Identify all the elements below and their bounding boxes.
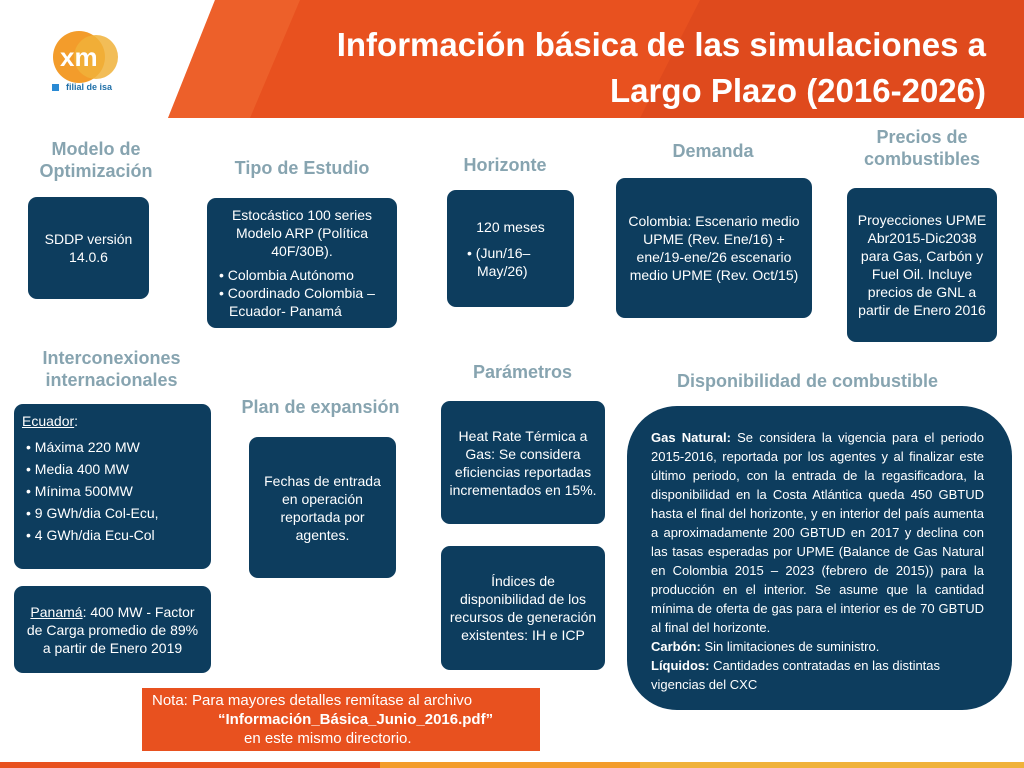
- horizonte-label: Horizonte: [463, 155, 547, 175]
- ecuador-list: [22, 436, 203, 546]
- heat-rate-box: [441, 401, 605, 524]
- indices-value: Índices de disponibilidad de los recursos de generación existentes: IH e ICP: [449, 573, 597, 643]
- tipo-box: [207, 198, 397, 328]
- panama-value: : 400 MW - Factor de Carga promedio de 89% a partir de Enero 2019: [26, 603, 199, 656]
- list-item: • Colombia Autónomo: [215, 266, 389, 284]
- disponibilidad-box: [627, 406, 1012, 710]
- demanda-label: Demanda: [672, 141, 754, 161]
- header: [0, 0, 1024, 118]
- horizonte-list: [453, 244, 568, 280]
- list-item: • 4 GWh/dia Ecu-Col: [22, 524, 203, 546]
- horizonte-box: [447, 190, 574, 307]
- tipo-label: Tipo de Estudio: [234, 158, 370, 178]
- panama-text: [22, 603, 203, 657]
- logo-tagline: filial de isa: [66, 82, 113, 92]
- panama-label: Panamá: [30, 603, 83, 620]
- liquidos-text: Cantidades contratadas en las distintas vigencias del CXC: [651, 658, 941, 692]
- list-item: • (Jun/16– May/26): [463, 244, 568, 280]
- carbon-label: Carbón:: [651, 639, 701, 654]
- list-item: • Coordinado Colombia – Ecuador- Panamá: [215, 284, 389, 320]
- parametros-label: Parámetros: [472, 362, 573, 382]
- demanda-box: [616, 178, 812, 318]
- ecuador-box: [14, 404, 211, 569]
- gas-paragraph: [651, 428, 984, 637]
- heat-rate-value: Heat Rate Térmica a Gas: Se considera eficiencias reportadas incrementados en 15%.: [449, 427, 597, 498]
- logo-letters: xm: [60, 42, 98, 72]
- ecuador-heading: [22, 412, 203, 430]
- page-title: [226, 22, 986, 114]
- interconexiones-label: Interconexiones internacionales: [42, 348, 181, 390]
- panama-box: [14, 586, 211, 673]
- list-item: • Mínima 500MW: [22, 480, 203, 502]
- plan-label: Plan de expansión: [241, 397, 400, 417]
- page-title-line2: Largo Plazo (2016-2026): [610, 72, 986, 109]
- gas-text: Se considera la vigencia para el periodo 2015-2016, reportada por los agentes y al finalizar este último periodo, con la entrada de la regasificadora, la disponibilidad en la Costa Atlántica queda 450 GBTUD hasta el final del horizonte, y en interior del país aumenta a aproximadamente 200 GBTUD en 2017 y declina con las tasas esperadas por UPME (Balance de Gas Natural en Colombia 2015 – 2023 (febrero de 2015)) para la producción en el interior. Se asume que la cantidad mínima de oferta de gas para el interior es de 70 GBTUD al final del horizonte.: [651, 430, 984, 635]
- logo-square-icon: [52, 84, 59, 91]
- note-box: [142, 688, 540, 751]
- page-title-line1: Información básica de las simulaciones a: [336, 26, 986, 63]
- precios-label: Precios de combustibles: [863, 127, 981, 169]
- list-item: • Media 400 MW: [22, 458, 203, 480]
- gas-label: Gas Natural:: [651, 430, 731, 445]
- carbon-paragraph: [651, 637, 984, 656]
- demanda-value: Colombia: Escenario medio UPME (Rev. Ene/16) + ene/19-ene/26 escenario medio UPME (Rev. Oct/15): [628, 213, 800, 283]
- note-line1: Nota: Para mayores detalles remítase al archivo: [152, 692, 473, 709]
- plan-value: Fechas de entrada en operación reportada por agentes.: [264, 472, 381, 543]
- modelo-label: Modelo de Optimización: [39, 139, 153, 181]
- ecuador-label: Ecuador: [22, 413, 75, 429]
- note-line3: en este mismo directorio.: [244, 730, 412, 747]
- list-item: • Máxima 220 MW: [22, 436, 203, 458]
- list-item: • 9 GWh/dia Col-Ecu,: [22, 502, 203, 524]
- footer-stripe: [0, 759, 1024, 768]
- tipo-list: [215, 266, 389, 320]
- horizonte-value: 120 meses: [476, 218, 545, 235]
- modelo-box: [28, 197, 149, 299]
- precios-value: Proyecciones UPME Abr2015-Dic2038 para Gas, Carbón y Fuel Oil. Incluye precios de GNL a partir de Enero 2016: [857, 212, 987, 318]
- note-line2: “Información_Básica_Junio_2016.pdf”: [218, 711, 494, 728]
- disponibilidad-label: Disponibilidad de combustible: [676, 371, 939, 391]
- plan-box: [249, 437, 396, 578]
- indices-box: [441, 546, 605, 670]
- liquidos-label: Líquidos:: [651, 658, 710, 673]
- ecuador-colon: :: [74, 413, 79, 429]
- modelo-value: SDDP versión 14.0.6: [44, 231, 133, 265]
- precios-box: [847, 188, 997, 342]
- carbon-text: Sin limitaciones de suministro.: [700, 639, 880, 654]
- tipo-intro: Estocástico 100 series Modelo ARP (Política 40F/30B).: [231, 207, 373, 259]
- liquidos-paragraph: [651, 656, 984, 694]
